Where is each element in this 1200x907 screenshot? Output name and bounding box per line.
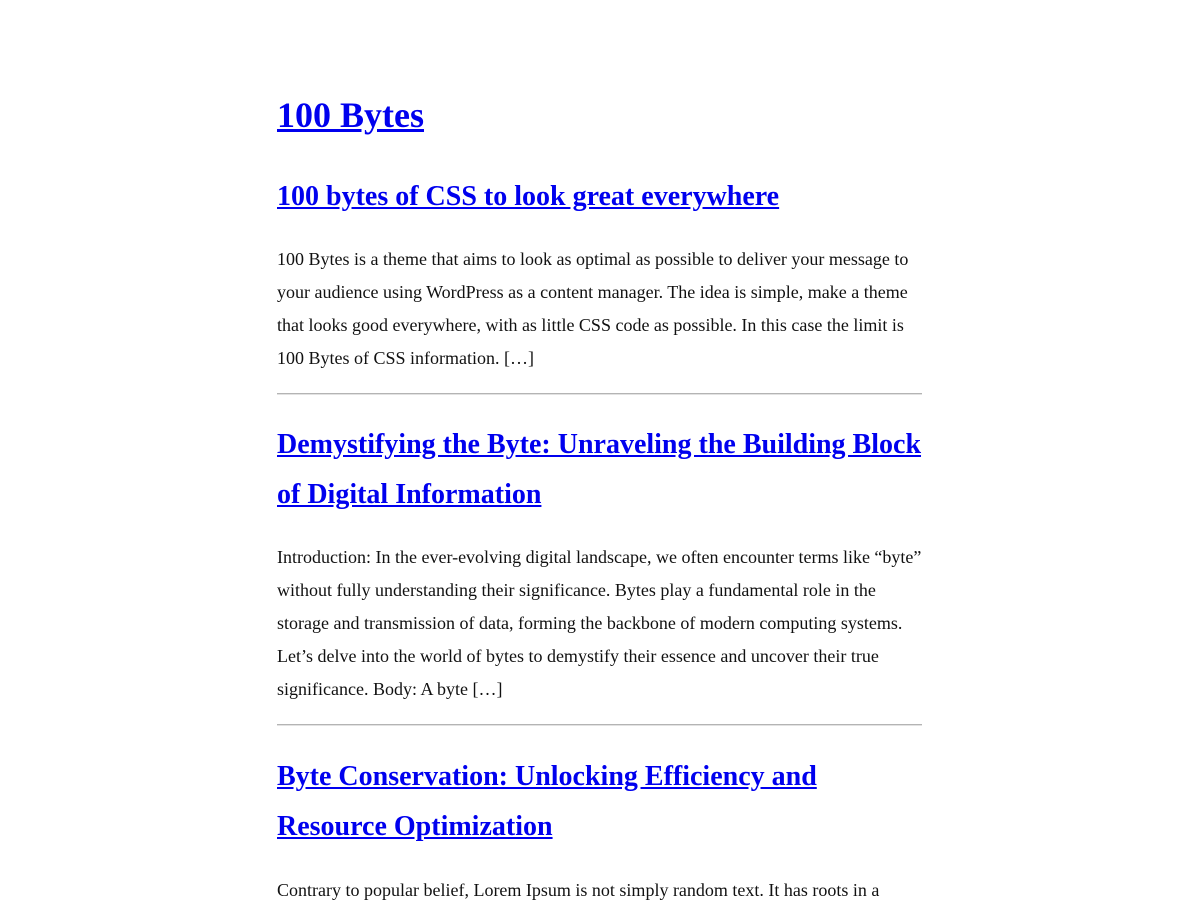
site-title-link[interactable]: 100 Bytes xyxy=(277,95,424,135)
post-divider xyxy=(277,393,922,395)
post-item xyxy=(277,752,922,907)
post-title-link[interactable]: Demystifying the Byte: Unraveling the Building Block of Digital Information xyxy=(277,429,922,510)
post-item xyxy=(277,420,922,726)
post-excerpt: 100 Bytes is a theme that aims to look as optimal as possible to deliver your message to your audience using WordPress as a content manager. The idea is simple, make a theme that looks good everywhere, with as little CSS code as possible. In this case the limit is 100 Bytes of CSS information. […] xyxy=(277,249,909,368)
post-excerpt: Contrary to popular belief, Lorem Ipsum is not simply random text. It has roots in a xyxy=(277,880,880,900)
post-title xyxy=(277,752,922,852)
post-title xyxy=(277,420,922,520)
post-excerpt: Introduction: In the ever-evolving digital landscape, we often encounter terms like “byte” without fully understanding their significance. Bytes play a fundamental role in the storage and transmission of data, forming the backbone of modern computing systems. Let’s delve into the world of bytes to demystify their essence and uncover their true significance. Body: A byte […] xyxy=(277,547,922,699)
site-title xyxy=(277,95,424,135)
post-item xyxy=(277,172,922,395)
post-title-link[interactable]: 100 bytes of CSS to look great everywhere xyxy=(277,181,780,212)
post-divider xyxy=(277,724,922,726)
post-title xyxy=(277,172,922,222)
post-title-link[interactable]: Byte Conservation: Unlocking Efficiency and Resource Optimization xyxy=(277,761,817,842)
